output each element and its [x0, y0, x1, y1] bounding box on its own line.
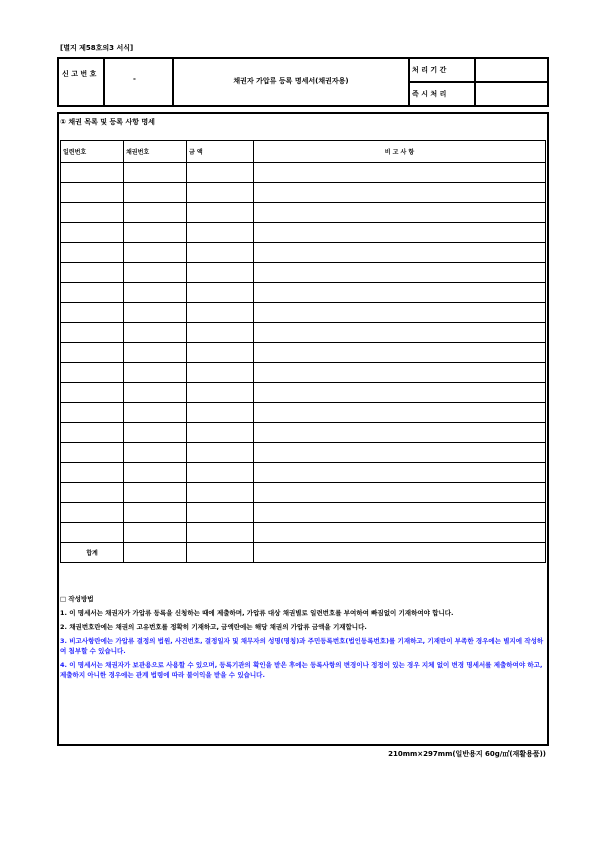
table-cell[interactable] — [124, 163, 187, 183]
table-cell[interactable] — [61, 383, 124, 403]
total-cell[interactable] — [124, 543, 187, 563]
table-cell[interactable] — [187, 283, 254, 303]
table-cell[interactable] — [124, 343, 187, 363]
table-cell[interactable] — [187, 403, 254, 423]
table-cell[interactable] — [61, 303, 124, 323]
report-number-label: 신 고 번 호 — [62, 70, 97, 78]
table-cell[interactable] — [124, 303, 187, 323]
table-row — [61, 523, 546, 543]
table-cell[interactable] — [187, 383, 254, 403]
report-number-value: - — [133, 75, 136, 83]
table-cell[interactable] — [254, 223, 546, 243]
table-cell[interactable] — [254, 323, 546, 343]
col-header-serial: 일련번호 — [61, 141, 124, 163]
table-cell[interactable] — [254, 343, 546, 363]
table-cell[interactable] — [61, 523, 124, 543]
table-cell[interactable] — [61, 283, 124, 303]
table-row — [61, 243, 546, 263]
instructions-heading: □ 작성방법 — [60, 595, 94, 603]
table-cell[interactable] — [187, 363, 254, 383]
table-cell[interactable] — [254, 303, 546, 323]
table-cell[interactable] — [124, 203, 187, 223]
table-row — [61, 183, 546, 203]
paper-size-footer: 210mm×297mm(일반용지 60g/㎡(재활용품)) — [388, 750, 546, 758]
table-row — [61, 503, 546, 523]
table-row — [61, 423, 546, 443]
table-cell[interactable] — [61, 503, 124, 523]
table-cell[interactable] — [61, 343, 124, 363]
table-cell[interactable] — [61, 243, 124, 263]
table-row — [61, 383, 546, 403]
table-cell[interactable] — [61, 183, 124, 203]
table-row — [61, 203, 546, 223]
table-cell[interactable] — [124, 363, 187, 383]
table-row — [61, 363, 546, 383]
processing-period-value: 즉 시 처 리 — [412, 90, 447, 98]
table-cell[interactable] — [254, 503, 546, 523]
table-cell[interactable] — [61, 463, 124, 483]
table-cell[interactable] — [124, 223, 187, 243]
table-cell[interactable] — [254, 423, 546, 443]
table-cell[interactable] — [187, 343, 254, 363]
table-cell[interactable] — [187, 503, 254, 523]
table-cell[interactable] — [124, 443, 187, 463]
table-cell[interactable] — [254, 523, 546, 543]
table-cell[interactable] — [61, 203, 124, 223]
table-cell[interactable] — [124, 263, 187, 283]
table-row — [61, 323, 546, 343]
table-cell[interactable] — [124, 403, 187, 423]
instruction-item: 3. 비고사항란에는 가압류 결정의 법원, 사건번호, 결정일자 및 채무자의 성명(명칭)과 주민등록번호(법인등록번호)를 기재하고, 기재란이 부족한 경우에는 별지에 작성하여 첨부할 수 있습니다. — [60, 637, 544, 655]
form-title: 채권자 가압류 등록 명세서(채권자용) — [233, 77, 349, 85]
table-cell[interactable] — [187, 183, 254, 203]
table-cell[interactable] — [124, 283, 187, 303]
table-cell[interactable] — [187, 303, 254, 323]
table-cell[interactable] — [187, 243, 254, 263]
table-cell[interactable] — [124, 383, 187, 403]
table-cell[interactable] — [61, 223, 124, 243]
table-cell[interactable] — [187, 463, 254, 483]
table-cell[interactable] — [61, 163, 124, 183]
table-cell[interactable] — [254, 203, 546, 223]
total-cell[interactable] — [187, 543, 254, 563]
col-header-bond-number: 채권번호 — [124, 141, 187, 163]
table-cell[interactable] — [124, 323, 187, 343]
table-cell[interactable] — [61, 443, 124, 463]
instructions — [60, 594, 546, 684]
registration-table — [60, 140, 546, 563]
table-cell[interactable] — [254, 383, 546, 403]
table-cell[interactable] — [254, 463, 546, 483]
table-cell[interactable] — [61, 263, 124, 283]
total-row — [61, 543, 546, 563]
form-reference: [별지 제58호의3 서식] — [60, 44, 134, 52]
table-cell[interactable] — [124, 503, 187, 523]
table-cell[interactable] — [187, 483, 254, 503]
table-cell[interactable] — [254, 443, 546, 463]
table-row — [61, 443, 546, 463]
table-cell[interactable] — [61, 363, 124, 383]
col-header-amount: 금 액 — [187, 141, 254, 163]
table-row — [61, 263, 546, 283]
table-cell[interactable] — [187, 163, 254, 183]
table-cell[interactable] — [124, 183, 187, 203]
table-row — [61, 303, 546, 323]
table-cell[interactable] — [124, 423, 187, 443]
table-cell[interactable] — [254, 163, 546, 183]
processing-period-label: 처 리 기 간 — [412, 66, 447, 74]
table-cell[interactable] — [254, 363, 546, 383]
total-cell[interactable] — [254, 543, 546, 563]
col-header-remarks: 비 고 사 항 — [254, 141, 546, 163]
table-cell[interactable] — [254, 283, 546, 303]
table-cell[interactable] — [124, 463, 187, 483]
table-row — [61, 463, 546, 483]
instruction-item: 2. 채권번호란에는 채권의 고유번호를 정확히 기재하고, 금액란에는 해당 채권의 가압류 금액을 기재합니다. — [60, 623, 367, 631]
table-cell[interactable] — [187, 443, 254, 463]
table-row — [61, 343, 546, 363]
table-cell[interactable] — [124, 523, 187, 543]
total-label: 합계 — [61, 543, 124, 563]
table-cell[interactable] — [61, 323, 124, 343]
table-cell[interactable] — [254, 263, 546, 283]
table-cell[interactable] — [187, 423, 254, 443]
table-cell[interactable] — [254, 183, 546, 203]
section-title: ① 채권 목록 및 등록 사항 명세 — [60, 118, 155, 126]
table-cell[interactable] — [124, 243, 187, 263]
table-cell[interactable] — [254, 243, 546, 263]
table-row — [61, 163, 546, 183]
table-row — [61, 483, 546, 503]
instruction-item: 1. 이 명세서는 채권자가 가압류 등록을 신청하는 때에 제출하며, 가압류 대상 채권별로 일련번호를 부여하여 빠짐없이 기재하여야 합니다. — [60, 609, 454, 617]
table-cell[interactable] — [254, 483, 546, 503]
table-cell[interactable] — [187, 523, 254, 543]
table-row — [61, 403, 546, 423]
table-cell[interactable] — [61, 483, 124, 503]
table-cell[interactable] — [61, 403, 124, 423]
table-cell[interactable] — [61, 423, 124, 443]
table-cell[interactable] — [187, 203, 254, 223]
table-cell[interactable] — [254, 403, 546, 423]
table-cell[interactable] — [187, 263, 254, 283]
table-cell[interactable] — [124, 483, 187, 503]
instruction-item: 4. 이 명세서는 채권자가 보관용으로 사용할 수 있으며, 등록기관의 확인을 받은 후에는 등록사항의 변경이나 정정이 있는 경우 지체 없이 변경 명세서를 제출하여야 하고, 제출하지 아니한 경우에는 관계 법령에 따라 불이익을 받을 수 있습니다. — [60, 661, 543, 679]
table-cell[interactable] — [187, 323, 254, 343]
table-row — [61, 283, 546, 303]
table-row — [61, 223, 546, 243]
table-cell[interactable] — [187, 223, 254, 243]
